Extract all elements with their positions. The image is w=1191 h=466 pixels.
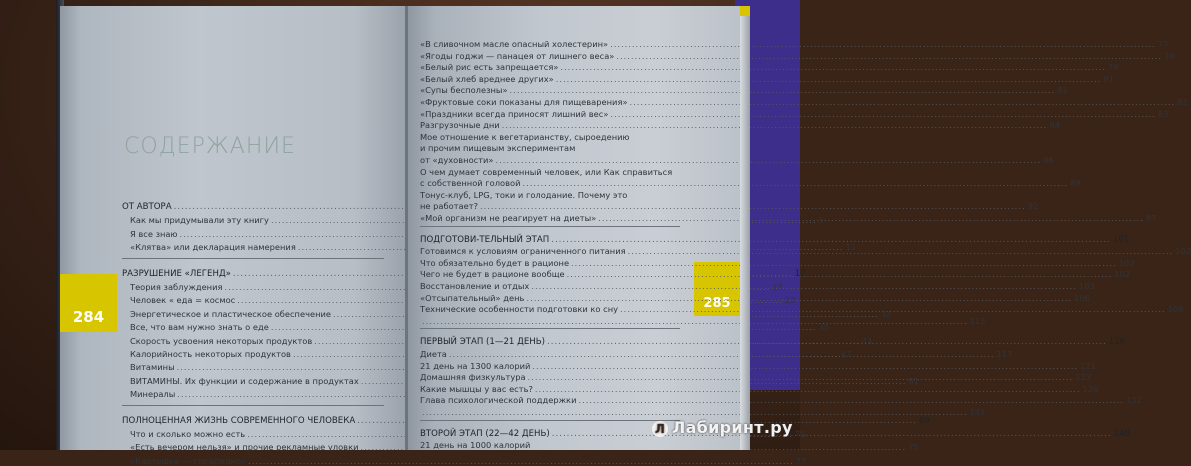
toc-entry-label: Скорость усвоения некоторых продуктов	[130, 335, 313, 346]
toc-leader-dots	[578, 395, 1124, 405]
toc-entry-label: Чего не будет в рационе вообще	[420, 269, 565, 280]
toc-entry-label: Мое отношение к вегетарианству, сыроедению	[420, 131, 630, 142]
toc-entry-label: ПОЛНОЦЕННАЯ ЖИЗНЬ СОВРЕМЕННОГО ЧЕЛОВЕКА	[122, 415, 356, 426]
toc-entry-label: Домашняя физкультура	[420, 372, 526, 383]
toc-entry-label: ПЕРВЫЙ ЭТАП (1—21 ДЕНЬ)	[420, 337, 545, 348]
toc-entry-label: от «духовности»	[420, 155, 494, 165]
toc-section	[420, 234, 1130, 245]
toc-leader-dots	[630, 97, 1176, 107]
watermark	[652, 418, 793, 437]
toc-entry-label: О чем думает современный человек, или Как справиться	[420, 166, 673, 177]
toc-section	[122, 202, 384, 212]
toc-entry-page: 83	[1158, 108, 1169, 119]
toc-entry-page: 32	[880, 308, 892, 319]
section-divider	[122, 258, 384, 259]
toc-entry-label: «Ягоды годжи — панацея от лишнего веса»	[420, 50, 615, 61]
toc-entry-page: 79	[1108, 62, 1119, 73]
toc-entry	[420, 395, 1142, 406]
toc-entry-page: 77	[1157, 39, 1169, 49]
toc-entry-label: с собственной головой	[420, 178, 521, 189]
toc-entry-page: 106	[1074, 292, 1090, 303]
toc-entry-label: Глава психологической поддержки	[420, 395, 577, 406]
toc-entry-page: 86	[1043, 155, 1054, 165]
toc-leader-dots	[628, 246, 1174, 256]
watermark-text: Лабиринт.ру	[672, 418, 793, 437]
toc-entry-page: 102	[1118, 257, 1135, 268]
toc-entry-label: «Фруктовые соки показаны для пищеварения»	[420, 97, 628, 107]
toc-entry-page: 82	[1177, 97, 1188, 107]
page-number-tab-top	[60, 274, 117, 302]
toc-entry	[420, 315, 986, 326]
toc-entry-label: Диета	[420, 349, 447, 359]
open-book	[60, 6, 1191, 466]
toc-entry-label: «Картошка — это вредно»	[130, 455, 247, 466]
toc-leader-dots	[422, 407, 968, 417]
toc-entry	[420, 97, 1188, 107]
page-title: СОДЕРЖАНИЕ	[124, 134, 296, 159]
toc-entry-page: 81	[1057, 85, 1068, 96]
toc-entry-label: Я все знаю	[130, 228, 178, 239]
toc-entry-label: Теория заблуждения	[130, 282, 223, 292]
toc-entry-page: 102	[1175, 246, 1191, 257]
toc-entry-label: Готовимся к условиям ограниченного питания	[420, 246, 626, 257]
toc-entry-label: Витамины	[130, 362, 175, 373]
toc-leader-dots	[510, 85, 1056, 95]
right-page-number: 285	[694, 290, 740, 316]
toc-leader-dots	[480, 201, 1026, 211]
toc-leader-dots	[422, 316, 968, 326]
toc-entry-label: 21 день на 1300 калорий	[420, 360, 531, 371]
toc-leader-dots	[551, 235, 1111, 245]
toc-entry	[420, 132, 680, 142]
toc-entry-page: 69	[918, 415, 930, 426]
toc-entry-label: «В сливочном масле опасный холестерин»	[420, 39, 609, 49]
toc-leader-dots	[610, 109, 1156, 119]
toc-entry-page: 61	[908, 375, 919, 386]
toc-leader-dots	[610, 39, 1156, 49]
section-divider	[420, 420, 680, 421]
toc-leader-dots	[449, 349, 995, 359]
toc-entry-page: 81	[1103, 73, 1114, 84]
toc-entry-page: 101	[1112, 234, 1130, 245]
toc-entry-page: 123	[1075, 372, 1092, 383]
toc-entry-label: ОТ АВТОРА	[122, 202, 172, 212]
toc-entry-label: «Отсыпательный» день	[420, 292, 525, 303]
toc-entry-label: Разгрузочные дни	[420, 120, 500, 131]
toc-entry-page: 5	[818, 215, 824, 226]
toc-entry	[130, 455, 807, 466]
section-divider	[122, 405, 384, 406]
toc-entry	[420, 155, 1054, 165]
toc-entry-page: 84	[1049, 120, 1060, 131]
toc-entry-label: Минералы	[130, 389, 176, 400]
toc-entry-label: Как мы придумывали эту книгу	[130, 215, 269, 226]
toc-leader-dots	[532, 361, 1078, 371]
toc-leader-dots	[571, 258, 1117, 268]
toc-entry	[130, 229, 384, 239]
toc-entry	[420, 108, 1169, 119]
toc-leader-dots	[526, 293, 1072, 306]
toc-entry-page: 47	[840, 349, 852, 359]
toc-entry	[420, 201, 1039, 212]
toc-entry	[420, 407, 986, 417]
toc-entry-label: ПОДГОТОВИ-ТЕЛЬНЫЙ ЭТАП	[420, 234, 550, 245]
labirint-logo-icon: Л	[652, 421, 668, 437]
toc-entry-page: 75	[908, 442, 919, 453]
toc-entry	[420, 213, 1157, 223]
toc-entry-label: Какие мышцы у вас есть?	[420, 383, 533, 394]
toc-entry	[420, 120, 1060, 131]
toc-leader-dots	[620, 304, 1166, 314]
toc-leader-dots	[496, 155, 1042, 165]
toc-entry-label: Восстановление и отдых	[420, 281, 530, 291]
toc-entry-label: Технические особенности подготовки ко сну	[420, 304, 619, 315]
toc-leader-dots	[616, 51, 1162, 61]
toc-entry-page: 121	[1080, 360, 1096, 371]
toc-leader-dots	[531, 281, 1077, 291]
toc-entry-label: «Клятва» или декларация намерения	[130, 242, 296, 253]
toc-entry	[420, 190, 680, 200]
toc-entry-page: 23	[784, 295, 796, 306]
toc-entry-label: «Белый хлеб вреднее других»	[420, 73, 554, 84]
toc-entry-page: 11	[845, 242, 856, 253]
toc-entry	[420, 143, 680, 153]
toc-entry-page: 97	[1145, 213, 1157, 223]
toc-entry-page: 35	[818, 322, 830, 333]
toc-entry	[420, 360, 1096, 371]
toc-entry-label: «Праздники всегда приносят лишний вес»	[420, 108, 609, 119]
toc-entry-page: 17	[794, 268, 806, 279]
toc-entry-label: 21 день на 1000 калорий	[420, 440, 531, 451]
toc-entry-page: 78	[1163, 50, 1175, 61]
toc-entry-page: 147	[969, 407, 986, 417]
toc-entry	[130, 389, 384, 399]
toc-leader-dots	[556, 74, 1102, 84]
toc-entry-page: 148	[1113, 428, 1130, 439]
toc-leader-dots	[598, 213, 1144, 226]
toc-entry	[420, 62, 1119, 73]
toc-entry-page: 108	[1167, 304, 1184, 315]
toc-entry-label: ВТОРОЙ ЭТАП (22—42 ДЕНЬ)	[420, 428, 550, 439]
toc-entry-label: «Супы бесполезны»	[420, 85, 508, 96]
toc-entry	[420, 383, 1099, 394]
toc-entry-label: Что и сколько можно есть	[130, 429, 246, 439]
toc-leader-dots	[248, 456, 794, 466]
section-divider	[420, 226, 680, 227]
toc-entry-page: 92	[1027, 201, 1039, 212]
toc-entry	[420, 178, 1081, 189]
toc-entry-page: 115	[969, 315, 986, 326]
toc-entry-label: Что обязательно будет в рационе	[420, 257, 570, 268]
toc-entry	[130, 322, 830, 333]
toc-leader-dots	[522, 178, 1068, 188]
toc-entry	[420, 39, 1169, 49]
toc-entry	[420, 85, 1068, 96]
toc-entry-label: Калорийность некоторых продуктов	[130, 349, 291, 359]
toc-entry-page: 77	[795, 455, 807, 466]
toc-entry-page: 126	[1082, 383, 1099, 394]
toc-entry-label: Все, что вам нужно знать о еде	[130, 322, 269, 333]
toc-entry	[130, 362, 384, 372]
toc-entry-page: 17	[772, 282, 783, 292]
toc-entry-page: 44	[861, 335, 873, 346]
toc-entry-page: 117	[996, 349, 1013, 359]
toc-entry-page: 102	[1114, 269, 1131, 280]
toc-entry-page: 89	[1070, 178, 1081, 189]
toc-leader-dots	[502, 120, 1048, 130]
toc-entry-label: «Есть вечером нельзя» и прочие рекламные уловки	[130, 442, 359, 453]
toc-section	[122, 415, 930, 426]
toc-leader-dots	[560, 62, 1106, 72]
toc-entry-label: не работает?	[420, 201, 478, 212]
toc-entry	[420, 257, 1135, 268]
page-edges	[740, 16, 750, 450]
toc-entry-page: 70	[794, 429, 806, 439]
toc-entry-label: и прочим пищевым экспериментам	[420, 143, 576, 154]
left-page-number: 284	[60, 302, 117, 332]
toc-entry	[420, 50, 1175, 61]
toc-entry-label: РАЗРУШЕНИЕ «ЛЕГЕНД»	[122, 268, 231, 279]
toc-entry	[420, 440, 680, 450]
section-divider	[420, 328, 680, 329]
toc-entry-label: ВИТАМИНЫ. Их функции и содержание в продуктах	[130, 375, 359, 386]
toc-leader-dots	[528, 372, 1074, 382]
toc-entry-label: Человек « еда = космос	[130, 295, 236, 306]
toc-entry	[420, 73, 1114, 84]
toc-leader-dots	[535, 384, 1081, 394]
toc-entry-label: Энергетическое и пластическое обеспечение	[130, 308, 332, 319]
toc-entry-page: 103	[1078, 281, 1095, 291]
toc-leader-dots	[552, 429, 1112, 439]
toc-leader-dots	[547, 337, 1107, 347]
toc-entry-label: Тонус-клуб, LPG, токи и голодание. Почему это	[420, 189, 628, 200]
toc-entry	[420, 167, 680, 177]
toc-leader-dots	[567, 269, 1113, 279]
toc-entry-page: 132	[1126, 395, 1142, 406]
toc-entry-label: «Белый рис есть запрещается»	[420, 62, 559, 73]
toc-entry-page: 116	[1108, 337, 1126, 348]
toc-entry-label: «Мой организм не реагирует на диеты»	[420, 213, 597, 223]
